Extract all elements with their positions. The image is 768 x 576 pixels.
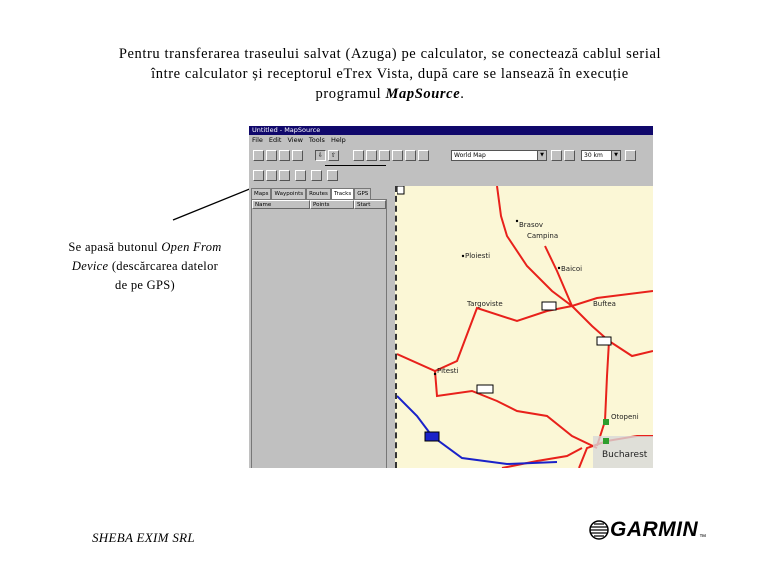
city-label-baicoi: Baicoi <box>561 265 583 273</box>
company-name: SHEBA EXIM SRL <box>92 530 195 545</box>
zoom-in-icon[interactable] <box>551 150 562 161</box>
city-label-targoviste: Targoviste <box>467 300 503 308</box>
route-tool-icon[interactable] <box>311 170 322 181</box>
undo-icon[interactable] <box>405 150 416 161</box>
garmin-logo <box>588 518 706 542</box>
river <box>397 396 557 464</box>
note-prefix: Se apasă butonul <box>68 240 162 254</box>
waypoint-flag-icon <box>603 419 609 425</box>
menu-bar <box>249 135 653 145</box>
zoom-level-value: 30 km <box>584 152 603 159</box>
map-canvas <box>397 186 653 468</box>
heading-line-3-prefix: programul <box>315 86 386 102</box>
waypoint-flag-icon <box>603 438 609 444</box>
map-view[interactable] <box>395 186 653 468</box>
chevron-down-icon: ▼ <box>611 151 620 160</box>
paste-icon[interactable] <box>379 150 390 161</box>
tab-tracks[interactable]: Tracks <box>331 188 354 199</box>
column-points[interactable]: Points <box>310 200 354 209</box>
window-title: Untitled - MapSource <box>249 126 653 135</box>
city-label-brasov: Brasov <box>519 221 544 229</box>
city-marker <box>516 220 518 222</box>
city-label-ploiesti: Ploiesti <box>465 252 491 260</box>
note-suffix-1: (descărcarea datelor <box>108 259 219 273</box>
road <box>397 306 572 371</box>
redo-icon[interactable] <box>418 150 429 161</box>
measure-tool-icon[interactable] <box>327 170 338 181</box>
open-from-device-button[interactable]: ⇩ <box>315 150 326 161</box>
map-product-select[interactable] <box>451 150 547 161</box>
menu-edit[interactable]: Edit <box>268 136 282 144</box>
zoom-tool-icon[interactable] <box>266 170 277 181</box>
road-shield <box>477 385 493 393</box>
select-tool-icon[interactable] <box>279 170 290 181</box>
globe-icon <box>588 519 610 541</box>
copy-icon[interactable] <box>366 150 377 161</box>
column-start[interactable]: Start <box>354 200 386 209</box>
heading-line-1: Pentru transferarea traseului salvat (Azuga) pe calculator, se conectează cablul serial <box>118 46 662 62</box>
print-icon[interactable] <box>292 150 303 161</box>
road-shield <box>597 337 611 345</box>
main-toolbar <box>249 148 653 164</box>
send-to-device-button[interactable]: ⇧ <box>328 150 339 161</box>
tab-gps[interactable]: GPS <box>354 188 371 199</box>
menu-tools[interactable]: Tools <box>308 136 325 144</box>
city-label-buftea: Buftea <box>593 300 616 308</box>
chevron-down-icon: ▼ <box>537 151 546 160</box>
tab-waypoints[interactable]: Waypoints <box>271 188 306 199</box>
note-button-name-1: Open From <box>161 240 222 254</box>
menu-file[interactable]: File <box>252 136 263 144</box>
city-marker <box>558 267 560 269</box>
menu-help[interactable]: Help <box>330 136 346 144</box>
tracks-panel <box>251 199 387 468</box>
trademark-mark: ™ <box>699 533 707 541</box>
tab-routes[interactable]: Routes <box>306 188 331 199</box>
menu-view[interactable]: View <box>287 136 303 144</box>
road-shield <box>542 302 556 310</box>
map-corner-badge <box>397 186 404 194</box>
road <box>609 341 653 356</box>
new-icon[interactable] <box>253 150 264 161</box>
zoom-level-select[interactable] <box>581 150 621 161</box>
heading-line-3-suffix: . <box>460 86 465 102</box>
tab-maps[interactable]: Maps <box>251 188 271 199</box>
city-label-bucharest: Bucharest <box>602 450 648 460</box>
logo-text: GARMIN <box>610 518 699 541</box>
hand-tool-icon[interactable] <box>253 170 264 181</box>
road-shield <box>425 432 439 441</box>
road <box>502 448 582 468</box>
road <box>435 371 597 448</box>
open-icon[interactable] <box>266 150 277 161</box>
column-name[interactable]: Name <box>252 200 310 209</box>
city-label-campina: Campina <box>527 232 559 240</box>
delete-icon[interactable] <box>392 150 403 161</box>
note-suffix-2: de pe GPS) <box>115 278 175 292</box>
zoom-out-icon[interactable] <box>564 150 575 161</box>
sidebar-tabs <box>251 188 387 199</box>
mapsource-screenshot <box>249 126 653 468</box>
city-marker <box>462 255 464 257</box>
save-icon[interactable] <box>279 150 290 161</box>
note-button-name-2: Device <box>71 259 109 273</box>
map-product-value: World Map <box>454 152 486 159</box>
app-name: MapSource <box>385 86 461 102</box>
city-label-pitesti: Pitesti <box>437 367 459 375</box>
find-icon[interactable] <box>625 150 636 161</box>
tools-toolbar <box>249 166 397 186</box>
cut-icon[interactable] <box>353 150 364 161</box>
waypoint-tool-icon[interactable] <box>295 170 306 181</box>
tracks-columns <box>252 200 386 209</box>
city-label-otopeni: Otopeni <box>611 413 639 421</box>
road <box>497 186 653 306</box>
heading-line-2: între calculator și receptorul eTrex Vista, după care se lansează în execuție <box>151 66 629 82</box>
city-marker <box>434 373 436 375</box>
